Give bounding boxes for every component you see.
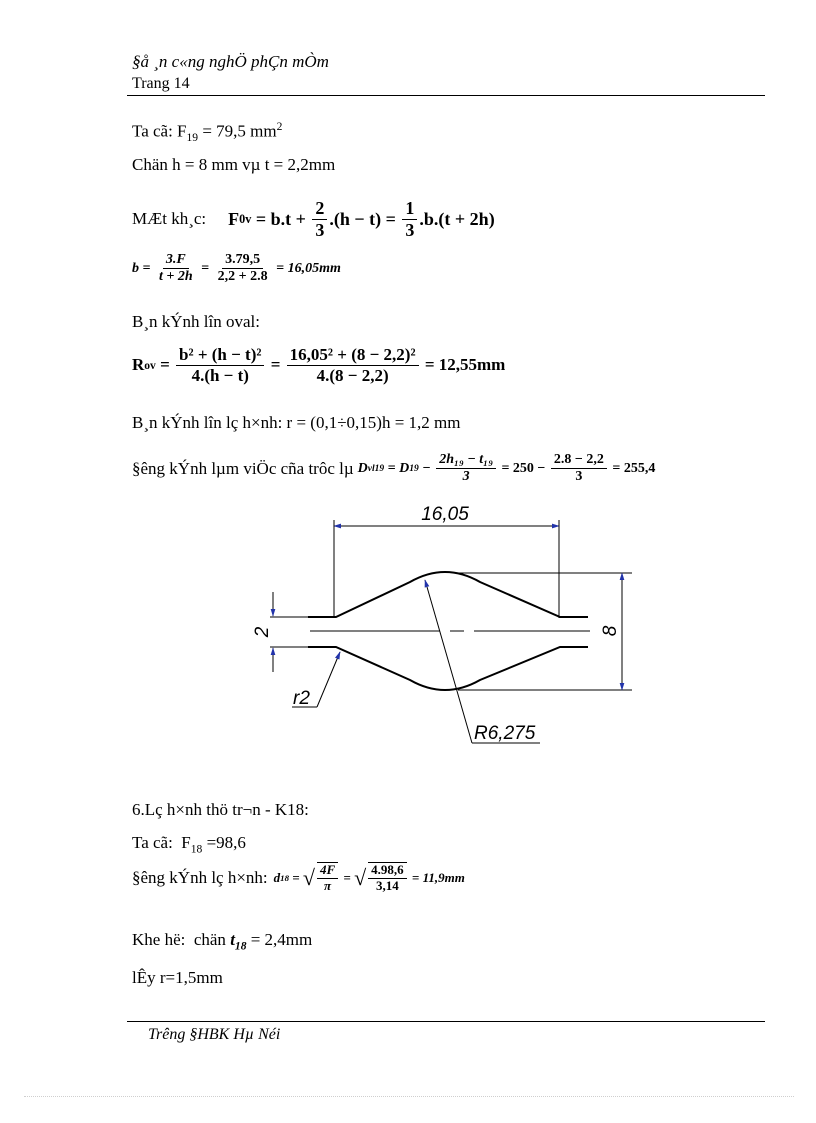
b-fraction-1 [156,252,196,285]
d18-formula [274,862,465,894]
rov-frac1-num: b² + (h − t)² [176,345,264,366]
f0v-term2: .(h − t) = [329,208,401,229]
f0v-frac1-num: 2 [312,198,327,220]
dv-frac1-den: 3 [462,469,470,485]
text-line-gap [132,930,312,952]
d18-lhs: d [273,869,281,885]
f0v-lhs: F [228,208,240,229]
footer-text: Trêng §HBK Hµ Néi [148,1026,281,1043]
f0v-label: MÆt kh¸c: [132,209,207,229]
rov-fraction-2 [287,345,419,385]
dv-frac1-num: 2h₁₉ − t₁₉ [436,452,496,469]
formula-b [132,252,341,285]
b-result: = 16,05mm [272,260,341,276]
b-frac2-num: 3.79,5 [222,252,263,269]
text-line-hole-radius: B¸n kÝnh lîn lç h×nh: r = (0,1÷0,15)h = 1,2 mm [132,413,461,432]
rov-frac2-num: 16,05² + (8 − 2,2)² [287,345,419,366]
gap-label: Khe hë: chän [132,930,231,949]
dv-label: §êng kÝnh lµm viÖc cña trôc lµ [132,458,354,478]
text-line-area [132,120,282,144]
header-rule [127,95,765,96]
f0v-fraction-1 [312,198,327,240]
d18-frac2-num: 4.98,6 [368,863,407,879]
d18-eq2: = [340,869,355,885]
oval-pass-drawing [240,500,660,760]
f0v-frac1-den: 3 [315,219,325,240]
b-frac2-den: 2,2 + 2.8 [217,269,268,285]
d18-lhs-sub: 18 [280,872,289,883]
dim-width-label: 16,05 [421,504,469,525]
profile-bottom [308,647,588,690]
f0v-fraction-2 [402,198,417,240]
b-eq: = [197,260,213,276]
label-r2: r2 [293,688,310,709]
text-line-radius: lÊy r=1,5mm [132,968,223,987]
f18-sub: 18 [190,842,203,856]
section-heading: 6.Lç h×nh thö tr¬n - K18: [132,800,309,819]
f18-label: Ta cã: F [132,833,191,852]
dv-lhs-sub: vl19 [367,463,385,474]
d18-result: = 11,9mm [408,869,465,885]
profile-top [308,572,588,617]
dv-frac2-num: 2.8 − 2,2 [551,452,607,469]
d18-frac1-num: 4F [317,863,338,879]
b-frac1-num: 3.F [163,252,189,269]
f18-value: =98,6 [202,833,246,852]
dv-eq: = D [384,460,410,476]
sqrt-sign-2: √ [354,864,367,890]
f0v-frac2-num: 1 [402,198,417,220]
gap-var: t [230,930,235,949]
d18-fraction-1 [317,862,338,894]
f0v-term1: = b.t + [251,208,311,229]
text-line-choice: Chän h = 8 mm vµ t = 2,2mm [132,155,336,174]
footer-rule [127,1021,765,1022]
dv-minus: − [418,460,435,476]
page-bottom-dotted [24,1096,794,1097]
gap-value: = 2,4mm [246,930,313,949]
rov-frac1-den: 4.(h − t) [191,365,249,385]
rov-lhs: R [132,355,145,375]
rov-eq2: = [266,355,285,375]
leader-r2 [317,652,340,707]
area-label: Ta cã: F [132,121,187,141]
text-line-f18 [132,833,246,855]
dv-lhs: D [357,460,368,476]
dv-eq-sub: 19 [409,463,419,474]
d18-eq: = [288,869,303,885]
dv-eq2: = 250 − [497,460,549,476]
dv-fraction-2 [551,452,607,485]
formula-rov [132,345,505,385]
f0v-term3: .b.(t + 2h) [419,208,495,229]
header-page-number: Trang 14 [132,75,190,92]
text-line-f0v [132,198,495,240]
area-value: = 79,5 mm [198,121,277,141]
dv-formula [358,452,656,485]
d18-frac2-den: 3,14 [376,877,399,893]
f0v-lhs-sub: 0v [239,211,252,226]
leader-R [425,580,472,743]
text-line-oval: B¸n kÝnh lîn oval: [132,312,260,331]
f0v-frac2-den: 3 [405,219,415,240]
d18-fraction-2 [368,862,407,894]
area-exponent: 2 [276,120,283,133]
header-title: §å ¸n c«ng nghÖ phÇn mÒm [132,52,329,71]
b-lhs: b = [132,260,154,276]
dim-height-label: 8 [600,625,621,637]
rov-eq: = [155,355,175,375]
dv-result: = 255,4 [608,460,656,476]
dim-gap-label: 2 [252,626,273,638]
rov-fraction-1 [176,345,264,385]
sqrt-sign-1: √ [302,864,315,890]
gap-sub: 18 [234,939,247,953]
d18-label: §êng kÝnh lç h×nh: [132,867,268,887]
text-line-d18 [132,862,465,894]
dv-frac2-den: 3 [575,469,583,485]
b-fraction-2 [215,252,271,285]
rov-lhs-sub: ov [144,358,156,372]
d18-frac1-den: π [324,877,332,893]
area-subscript: 19 [186,131,199,145]
dv-fraction-1 [436,452,496,485]
text-line-working-diameter [132,452,655,485]
f0v-formula [228,198,495,240]
label-R: R6,275 [474,723,536,744]
rov-result: = 12,55mm [420,355,506,375]
rov-frac2-den: 4.(8 − 2,2) [316,365,389,385]
b-frac1-den: t + 2h [158,269,193,285]
